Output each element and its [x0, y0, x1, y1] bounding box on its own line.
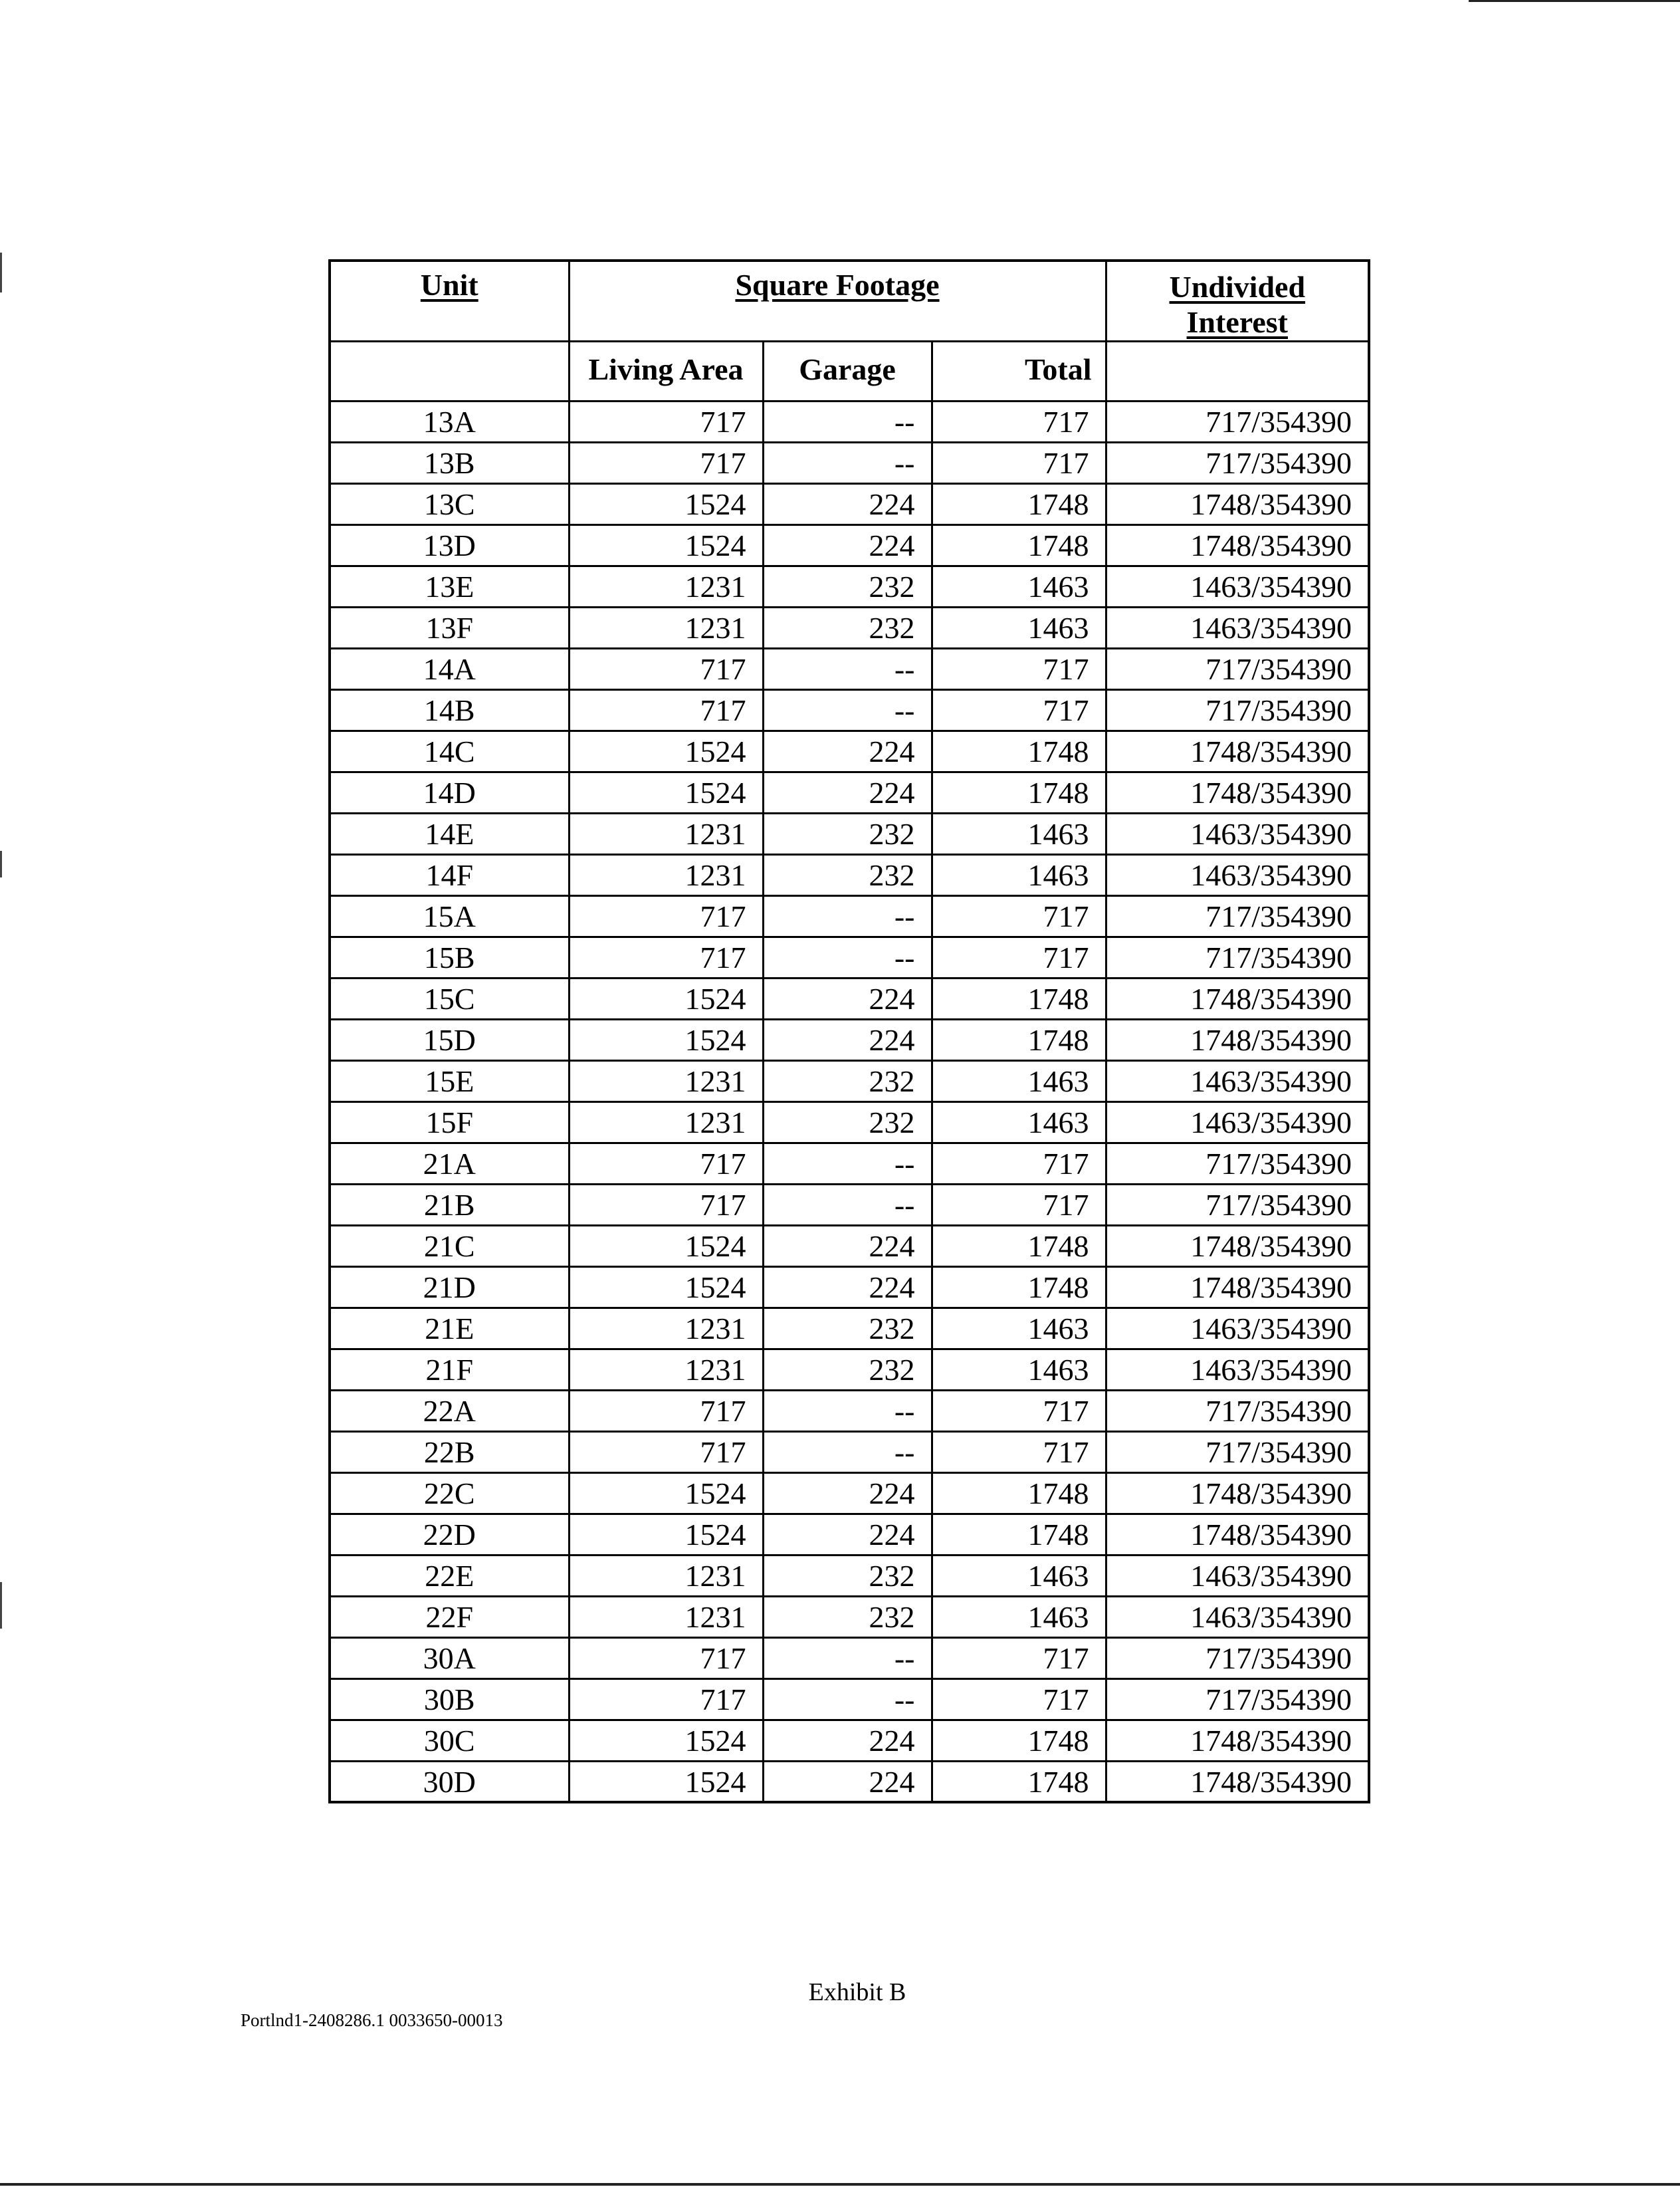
cell-total: 1748: [932, 772, 1106, 813]
cell-unit: 13F: [330, 607, 569, 648]
cell-garage: 224: [763, 1019, 932, 1060]
cell-garage: --: [763, 1390, 932, 1431]
cell-undivided-interest: 717/354390: [1106, 648, 1369, 689]
cell-unit: 15E: [330, 1060, 569, 1101]
cell-unit: 21C: [330, 1225, 569, 1266]
cell-total: 717: [932, 442, 1106, 483]
cell-unit: 13E: [330, 566, 569, 607]
cell-garage: 224: [763, 1266, 932, 1308]
table-row: [330, 1678, 1369, 1720]
cell-living-area: 717: [569, 648, 763, 689]
header-undivided-interest: Undivided Interest: [1106, 261, 1369, 341]
cell-unit: 14C: [330, 731, 569, 772]
table-row: [330, 1101, 1369, 1143]
cell-living-area: 1524: [569, 524, 763, 566]
cell-living-area: 1231: [569, 1555, 763, 1596]
cell-living-area: 1524: [569, 1720, 763, 1761]
cell-living-area: 717: [569, 937, 763, 978]
cell-unit: 13B: [330, 442, 569, 483]
cell-undivided-interest: 1463/354390: [1106, 1349, 1369, 1390]
cell-living-area: 1231: [569, 813, 763, 854]
cell-undivided-interest: 717/354390: [1106, 1678, 1369, 1720]
cell-living-area: 1231: [569, 1596, 763, 1637]
cell-garage: 232: [763, 1555, 932, 1596]
cell-total: 717: [932, 1637, 1106, 1678]
cell-undivided-interest: 1748/354390: [1106, 1720, 1369, 1761]
cell-living-area: 1524: [569, 1514, 763, 1555]
cell-undivided-interest: 1463/354390: [1106, 1308, 1369, 1349]
unit-square-footage-table: [328, 259, 1370, 1803]
cell-undivided-interest: 717/354390: [1106, 1143, 1369, 1184]
cell-unit: 21A: [330, 1143, 569, 1184]
document-id: Portlnd1-2408286.1 0033650-00013: [241, 2010, 503, 2030]
cell-undivided-interest: 717/354390: [1106, 937, 1369, 978]
table-row: [330, 1060, 1369, 1101]
table-row: [330, 524, 1369, 566]
cell-living-area: 1231: [569, 854, 763, 895]
cell-unit: 15C: [330, 978, 569, 1019]
cell-undivided-interest: 717/354390: [1106, 895, 1369, 937]
cell-garage: 224: [763, 1225, 932, 1266]
cell-undivided-interest: 1748/354390: [1106, 1225, 1369, 1266]
table-row: [330, 1225, 1369, 1266]
cell-garage: 224: [763, 1472, 932, 1514]
scan-edge-bottom: [0, 2183, 1680, 2186]
cell-undivided-interest: 1748/354390: [1106, 978, 1369, 1019]
cell-unit: 14F: [330, 854, 569, 895]
cell-total: 1748: [932, 1019, 1106, 1060]
table-row: [330, 1390, 1369, 1431]
cell-total: 1748: [932, 524, 1106, 566]
header-unit: Unit: [330, 261, 569, 341]
cell-undivided-interest: 1748/354390: [1106, 1514, 1369, 1555]
cell-unit: 22B: [330, 1431, 569, 1472]
table-body: [330, 401, 1369, 1802]
table-row: [330, 978, 1369, 1019]
cell-total: 717: [932, 648, 1106, 689]
cell-living-area: 717: [569, 1431, 763, 1472]
scan-mark: [0, 851, 2, 877]
cell-total: 1748: [932, 1720, 1106, 1761]
cell-total: 1748: [932, 1761, 1106, 1802]
cell-unit: 21B: [330, 1184, 569, 1225]
cell-garage: --: [763, 401, 932, 442]
table-row: [330, 442, 1369, 483]
cell-unit: 15F: [330, 1101, 569, 1143]
cell-undivided-interest: 717/354390: [1106, 1431, 1369, 1472]
table-row: [330, 1637, 1369, 1678]
cell-total: 717: [932, 689, 1106, 731]
cell-garage: --: [763, 1678, 932, 1720]
cell-total: 1748: [932, 1266, 1106, 1308]
table-row: [330, 731, 1369, 772]
cell-unit: 15D: [330, 1019, 569, 1060]
scan-edge-top: [1469, 0, 1680, 2]
cell-garage: 224: [763, 978, 932, 1019]
scan-mark: [0, 253, 2, 292]
cell-garage: 232: [763, 854, 932, 895]
cell-garage: --: [763, 895, 932, 937]
cell-living-area: 1231: [569, 1060, 763, 1101]
cell-undivided-interest: 717/354390: [1106, 442, 1369, 483]
table-row: [330, 689, 1369, 731]
table-row: [330, 648, 1369, 689]
cell-garage: 224: [763, 731, 932, 772]
cell-garage: --: [763, 1431, 932, 1472]
table-row: [330, 483, 1369, 524]
table-row: [330, 1431, 1369, 1472]
cell-living-area: 717: [569, 895, 763, 937]
cell-unit: 30C: [330, 1720, 569, 1761]
cell-total: 1463: [932, 1596, 1106, 1637]
cell-living-area: 1524: [569, 1266, 763, 1308]
cell-living-area: 1231: [569, 607, 763, 648]
table-row: [330, 1596, 1369, 1637]
table-row: [330, 1308, 1369, 1349]
header-total: Total: [932, 341, 1106, 401]
cell-garage: --: [763, 1637, 932, 1678]
cell-total: 1748: [932, 1472, 1106, 1514]
cell-total: 717: [932, 895, 1106, 937]
cell-undivided-interest: 1748/354390: [1106, 1266, 1369, 1308]
cell-living-area: 1524: [569, 1225, 763, 1266]
cell-garage: 232: [763, 813, 932, 854]
cell-garage: 224: [763, 1761, 932, 1802]
cell-unit: 15B: [330, 937, 569, 978]
cell-unit: 21D: [330, 1266, 569, 1308]
table-row: [330, 1184, 1369, 1225]
subheader-empty: [1106, 341, 1369, 401]
cell-living-area: 717: [569, 442, 763, 483]
cell-garage: 232: [763, 607, 932, 648]
cell-unit: 30D: [330, 1761, 569, 1802]
cell-living-area: 717: [569, 1143, 763, 1184]
table-row: [330, 772, 1369, 813]
table-row: [330, 1555, 1369, 1596]
cell-living-area: 717: [569, 401, 763, 442]
cell-unit: 30B: [330, 1678, 569, 1720]
cell-garage: --: [763, 648, 932, 689]
cell-total: 1463: [932, 1555, 1106, 1596]
cell-undivided-interest: 1748/354390: [1106, 524, 1369, 566]
table-row: [330, 1514, 1369, 1555]
cell-unit: 22A: [330, 1390, 569, 1431]
cell-total: 1748: [932, 1225, 1106, 1266]
header-living-area: Living Area: [569, 341, 763, 401]
table-row: [330, 607, 1369, 648]
cell-living-area: 1524: [569, 483, 763, 524]
cell-garage: 232: [763, 1060, 932, 1101]
cell-unit: 13D: [330, 524, 569, 566]
cell-living-area: 1524: [569, 1019, 763, 1060]
cell-garage: --: [763, 1184, 932, 1225]
cell-garage: 224: [763, 524, 932, 566]
cell-total: 717: [932, 1431, 1106, 1472]
cell-undivided-interest: 1463/354390: [1106, 813, 1369, 854]
cell-undivided-interest: 1463/354390: [1106, 607, 1369, 648]
table-row: [330, 1472, 1369, 1514]
cell-garage: 232: [763, 1101, 932, 1143]
cell-unit: 14E: [330, 813, 569, 854]
cell-total: 717: [932, 937, 1106, 978]
cell-living-area: 1231: [569, 1308, 763, 1349]
cell-undivided-interest: 1463/354390: [1106, 1101, 1369, 1143]
cell-total: 1463: [932, 1101, 1106, 1143]
cell-garage: --: [763, 1143, 932, 1184]
cell-garage: 232: [763, 1349, 932, 1390]
cell-garage: 224: [763, 1720, 932, 1761]
cell-total: 1748: [932, 1514, 1106, 1555]
table-row: [330, 1761, 1369, 1802]
cell-total: 717: [932, 1678, 1106, 1720]
table-row: [330, 895, 1369, 937]
table-row: [330, 1349, 1369, 1390]
table-row: [330, 854, 1369, 895]
cell-total: 1463: [932, 1349, 1106, 1390]
cell-living-area: 1524: [569, 731, 763, 772]
cell-unit: 13C: [330, 483, 569, 524]
cell-living-area: 1231: [569, 1349, 763, 1390]
table-row: [330, 566, 1369, 607]
cell-undivided-interest: 1748/354390: [1106, 772, 1369, 813]
cell-living-area: 1231: [569, 1101, 763, 1143]
cell-unit: 30A: [330, 1637, 569, 1678]
cell-undivided-interest: 1748/354390: [1106, 483, 1369, 524]
cell-living-area: 1231: [569, 566, 763, 607]
cell-undivided-interest: 1463/354390: [1106, 1555, 1369, 1596]
cell-undivided-interest: 1463/354390: [1106, 566, 1369, 607]
cell-garage: 232: [763, 1596, 932, 1637]
cell-total: 717: [932, 1390, 1106, 1431]
exhibit-label: Exhibit B: [808, 1978, 906, 2006]
cell-garage: --: [763, 442, 932, 483]
cell-garage: --: [763, 937, 932, 978]
cell-living-area: 1524: [569, 1472, 763, 1514]
cell-unit: 22F: [330, 1596, 569, 1637]
cell-living-area: 1524: [569, 772, 763, 813]
cell-unit: 22D: [330, 1514, 569, 1555]
cell-unit: 21E: [330, 1308, 569, 1349]
cell-garage: 232: [763, 566, 932, 607]
cell-total: 1463: [932, 813, 1106, 854]
cell-undivided-interest: 1463/354390: [1106, 854, 1369, 895]
cell-living-area: 1524: [569, 1761, 763, 1802]
cell-garage: 224: [763, 1514, 932, 1555]
cell-unit: 21F: [330, 1349, 569, 1390]
cell-total: 717: [932, 401, 1106, 442]
cell-total: 1463: [932, 1060, 1106, 1101]
cell-total: 1463: [932, 607, 1106, 648]
cell-total: 1748: [932, 731, 1106, 772]
cell-total: 1463: [932, 854, 1106, 895]
table-row: [330, 1019, 1369, 1060]
table-header-row: [330, 261, 1369, 341]
cell-undivided-interest: 717/354390: [1106, 689, 1369, 731]
cell-undivided-interest: 717/354390: [1106, 1184, 1369, 1225]
cell-total: 1748: [932, 483, 1106, 524]
cell-total: 717: [932, 1143, 1106, 1184]
cell-living-area: 717: [569, 1184, 763, 1225]
table-row: [330, 937, 1369, 978]
cell-undivided-interest: 1748/354390: [1106, 1761, 1369, 1802]
cell-living-area: 717: [569, 1637, 763, 1678]
table-row: [330, 813, 1369, 854]
table-row: [330, 1143, 1369, 1184]
cell-undivided-interest: 1748/354390: [1106, 1019, 1369, 1060]
table-row: [330, 1720, 1369, 1761]
cell-unit: 22E: [330, 1555, 569, 1596]
cell-undivided-interest: 1748/354390: [1106, 731, 1369, 772]
cell-undivided-interest: 717/354390: [1106, 1637, 1369, 1678]
cell-garage: 232: [763, 1308, 932, 1349]
scan-mark: [0, 1582, 2, 1629]
cell-living-area: 717: [569, 689, 763, 731]
subheader-empty: [330, 341, 569, 401]
cell-unit: 22C: [330, 1472, 569, 1514]
cell-unit: 13A: [330, 401, 569, 442]
table-subheader-row: [330, 341, 1369, 401]
cell-total: 1463: [932, 1308, 1106, 1349]
cell-living-area: 717: [569, 1390, 763, 1431]
cell-undivided-interest: 717/354390: [1106, 401, 1369, 442]
cell-garage: --: [763, 689, 932, 731]
cell-undivided-interest: 1463/354390: [1106, 1596, 1369, 1637]
cell-unit: 14B: [330, 689, 569, 731]
cell-total: 1463: [932, 566, 1106, 607]
cell-total: 1748: [932, 978, 1106, 1019]
cell-living-area: 1524: [569, 978, 763, 1019]
cell-total: 717: [932, 1184, 1106, 1225]
cell-living-area: 717: [569, 1678, 763, 1720]
header-garage: Garage: [763, 341, 932, 401]
cell-garage: 224: [763, 772, 932, 813]
cell-unit: 14D: [330, 772, 569, 813]
cell-undivided-interest: 1748/354390: [1106, 1472, 1369, 1514]
cell-garage: 224: [763, 483, 932, 524]
cell-unit: 14A: [330, 648, 569, 689]
table-row: [330, 401, 1369, 442]
cell-undivided-interest: 1463/354390: [1106, 1060, 1369, 1101]
header-square-footage: Square Footage: [569, 261, 1106, 341]
cell-unit: 15A: [330, 895, 569, 937]
table-row: [330, 1266, 1369, 1308]
cell-undivided-interest: 717/354390: [1106, 1390, 1369, 1431]
